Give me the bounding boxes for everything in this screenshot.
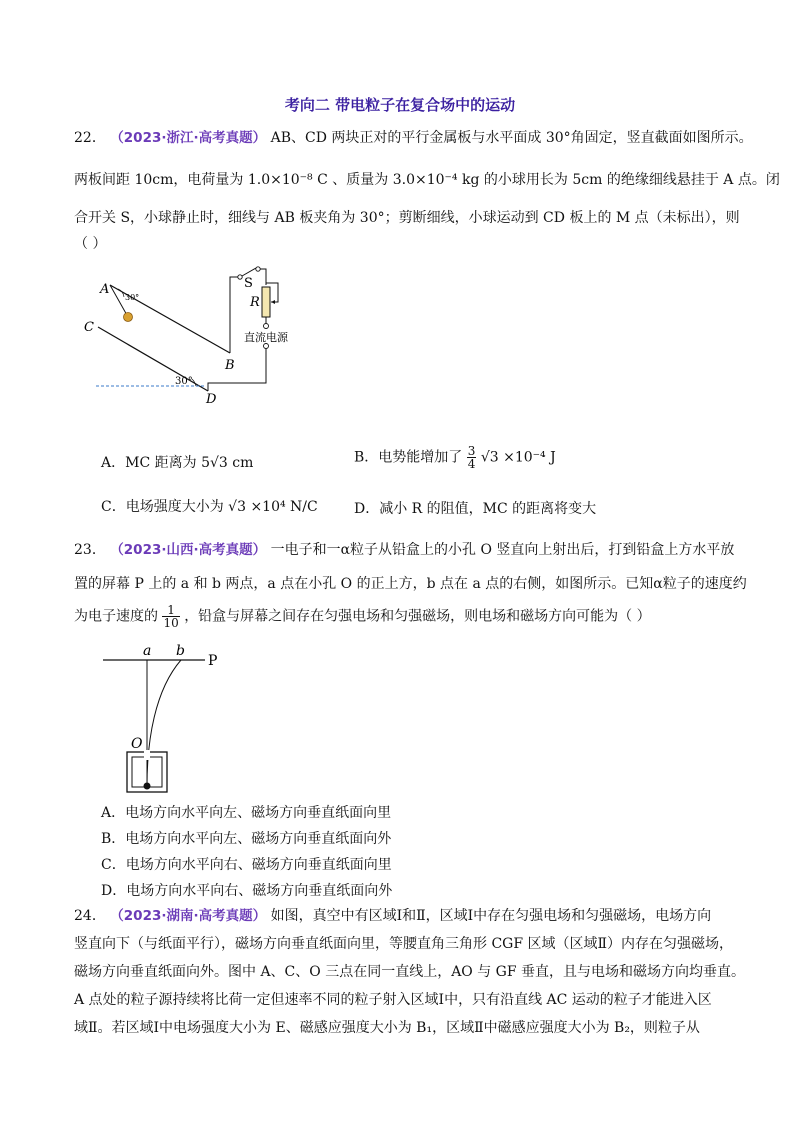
option-value: √3 ×10⁴ N/C <box>228 499 318 515</box>
question-24-line3: 磁场方向垂直纸面向外。图中 A、C、O 三点在同一直线上，AO 与 GF 垂直，且与电场和磁场方向均垂直。 <box>74 964 746 980</box>
question-text: 为电子速度的 <box>74 608 158 625</box>
fraction: $\frac{1}{10}$ <box>163 603 179 630</box>
option-23-D[interactable]: D．电场方向水平向右、磁场方向垂直纸面向外 <box>101 883 393 899</box>
label-C: C <box>84 320 94 335</box>
question-source: （2023·山西·高考真题） <box>110 542 267 558</box>
label-b: b <box>176 643 185 659</box>
angle-label-top: 30° <box>125 293 140 302</box>
question-23-line2: 置的屏幕 P 上的 a 和 b 两点，a 点在小孔 O 的正上方，b 点在 a 点的右侧，如图所示。已知α粒子的速度约 <box>74 576 747 592</box>
question-number: 24． <box>74 908 106 924</box>
figure-lead-box <box>95 640 235 800</box>
question-24-line2: 竖直向下（与纸面平行），磁场方向垂直纸面向里，等腰直角三角形 CGF 区域（区域Ⅱ）内存在匀强磁场， <box>74 936 734 952</box>
option-label: C．电场强度大小为 <box>101 499 224 515</box>
question-24-line1 <box>74 906 711 926</box>
label-a: a <box>143 643 152 659</box>
label-S: S <box>244 276 253 291</box>
question-22-line2 <box>74 170 780 190</box>
option-23-B[interactable]: B．电场方向水平向左、磁场方向垂直纸面向外 <box>101 831 392 847</box>
question-24-line5: 域Ⅱ。若区域Ⅰ中电场强度大小为 E、磁感应强度大小为 B₁，区域Ⅱ中磁感应强度大小为 B₂，则粒子从 <box>74 1020 700 1036</box>
question-24-line4: A 点处的粒子源持续将比荷一定但速率不同的粒子射入区域Ⅰ中，只有沿直线 AC 运动的粒子才能进入区 <box>74 992 712 1008</box>
option-22-B[interactable] <box>354 445 556 470</box>
label-O: O <box>131 736 143 752</box>
question-text: 的小球用长为 5cm 的绝缘细线悬挂于 A 点。闭 <box>483 172 780 188</box>
question-source: （2023·湖南·高考真题） <box>110 908 267 924</box>
answer-blank: （ ） <box>74 236 107 252</box>
label-power-source: 直流电源 <box>244 331 288 344</box>
question-text: AB、CD 两块正对的平行金属板与水平面成 30°角固定，竖直截面如图所示。 <box>270 130 753 146</box>
question-number: 23． <box>74 542 106 558</box>
label-A: A <box>100 282 110 297</box>
option-value: √3 ×10⁻⁴ J <box>480 449 556 466</box>
label-P: P <box>208 653 218 669</box>
question-23-line1 <box>74 540 734 560</box>
question-22-line3: 合开关 S，小球静止时，细线与 AB 板夹角为 30°；剪断细线，小球运动到 CD 板上的 M 点（未标出），则 <box>74 210 740 226</box>
label-D: D <box>206 392 217 405</box>
charge-value: 1.0×10⁻⁸ C <box>247 172 328 188</box>
label-R: R <box>250 295 260 310</box>
option-23-C[interactable]: C．电场方向水平向右、磁场方向垂直纸面向里 <box>101 857 392 873</box>
option-22-C[interactable] <box>101 496 318 516</box>
option-value: 5√3 cm <box>201 455 254 471</box>
mass-value: 3.0×10⁻⁴ kg <box>392 172 480 188</box>
angle-label-bottom: 30° <box>175 376 193 387</box>
question-number: 22． <box>74 130 106 146</box>
option-label: A．MC 距离为 <box>101 455 197 471</box>
section-title: 考向二 带电粒子在复合场中的运动 <box>284 96 516 114</box>
question-text: 如图，真空中有区域Ⅰ和Ⅱ，区域Ⅰ中存在匀强电场和匀强磁场，电场方向 <box>270 908 712 924</box>
option-label: B．电势能增加了 <box>354 449 463 466</box>
option-23-A[interactable]: A．电场方向水平向左、磁场方向垂直纸面向里 <box>101 805 392 821</box>
question-text: 、质量为 <box>332 172 389 188</box>
question-text: 两板间距 10cm，电荷量为 <box>74 172 244 188</box>
option-22-A[interactable] <box>101 452 253 472</box>
question-23-line3 <box>74 604 651 629</box>
question-text: ，铅盒与屏幕之间存在匀强电场和匀强磁场，则电场和磁场方向可能为（ ） <box>184 608 651 625</box>
label-B: B <box>225 358 235 373</box>
figure-parallel-plates <box>80 255 320 405</box>
fraction: $\frac{3}{4}$ <box>467 444 476 471</box>
question-source: （2023·浙江·高考真题） <box>110 130 267 146</box>
question-22-line1 <box>74 128 753 148</box>
question-text: 一电子和一α粒子从铅盒上的小孔 O 竖直向上射出后，打到铅盒上方水平放 <box>270 542 735 558</box>
option-22-D[interactable]: D．减小 R 的阻值，MC 的距离将变大 <box>354 501 597 517</box>
